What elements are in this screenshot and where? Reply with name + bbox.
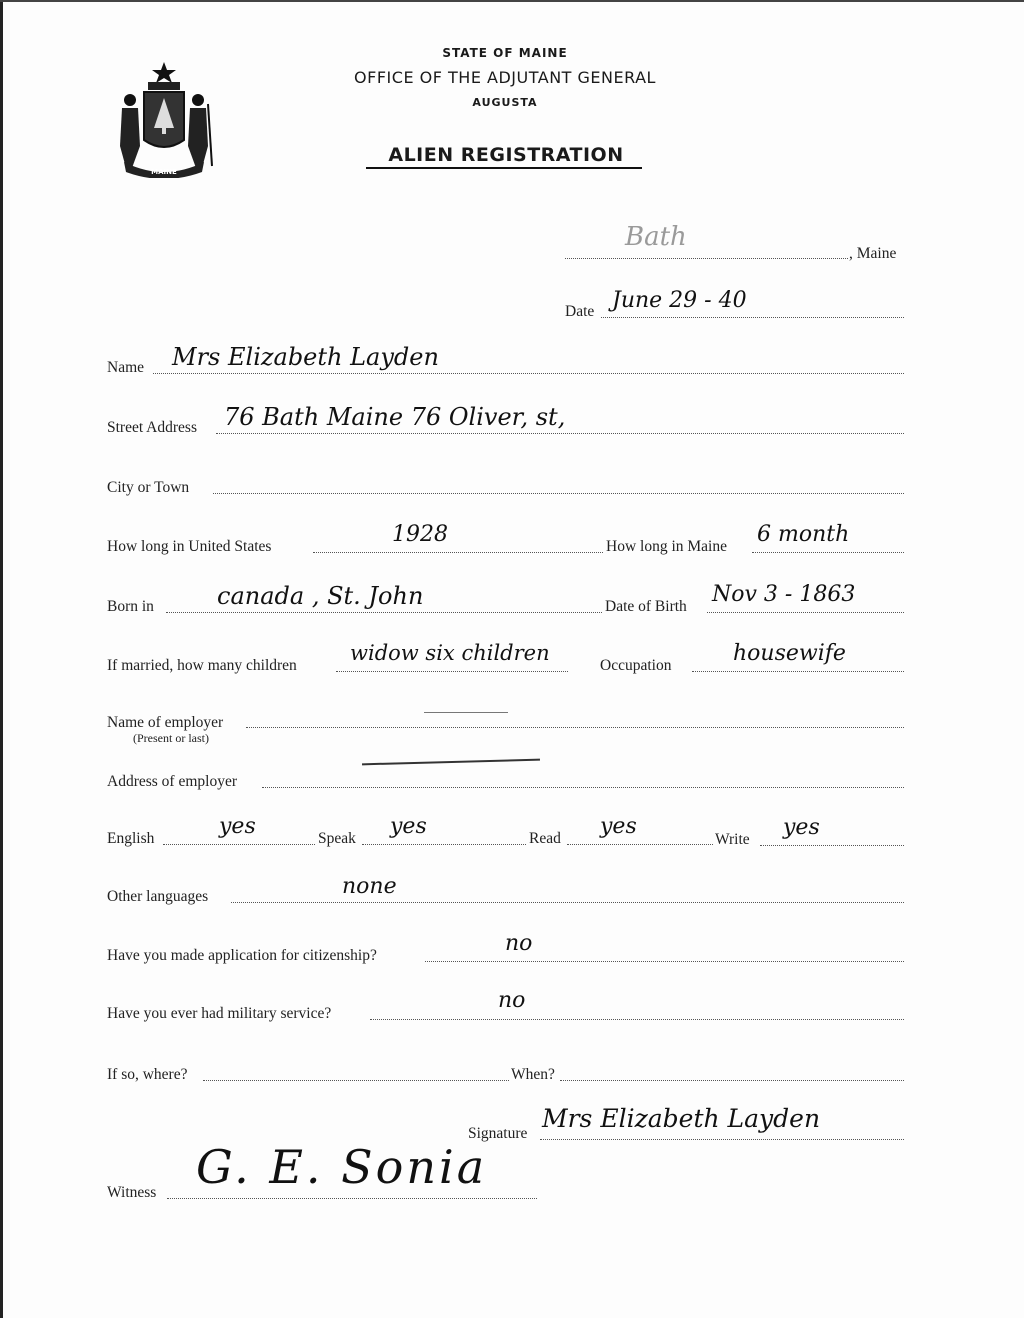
employer-label: Name of employer [107, 714, 224, 731]
employer-address-label: Address of employer [107, 773, 237, 790]
born-in-entry: canada , St. John [217, 582, 424, 610]
citizenship-label: Have you made application for citizenship? [107, 947, 377, 964]
write-entry: yes [783, 815, 820, 840]
city-label: City or Town [107, 479, 190, 496]
english-entry: yes [219, 814, 256, 839]
date-of-birth-label: Date of Birth [605, 598, 687, 615]
occupation-label: Occupation [600, 657, 672, 674]
read-line [567, 844, 713, 845]
write-line [760, 845, 904, 846]
witness-label: Witness [107, 1184, 157, 1201]
signature-line [540, 1139, 904, 1140]
other-languages-entry: none [342, 874, 397, 899]
employer-line [246, 727, 904, 728]
children-entry: widow six children [350, 641, 550, 665]
if-so-where-label: If so, where? [107, 1066, 188, 1083]
occupation-line [692, 671, 904, 672]
page-left-edge [0, 0, 3, 1318]
speak-label: Speak [318, 830, 356, 847]
citizenship-line [425, 961, 904, 962]
when-label: When? [511, 1066, 555, 1083]
english-line [163, 844, 315, 845]
how-long-us-line [313, 552, 603, 553]
maine-suffix-label: , Maine [849, 245, 897, 262]
citizenship-entry: no [505, 931, 533, 956]
how-long-maine-line [752, 552, 904, 553]
date-of-birth-line [707, 612, 904, 613]
employer-address-dash [362, 759, 540, 766]
read-entry: yes [600, 814, 637, 839]
city-line [213, 493, 904, 494]
employer-dash [424, 712, 508, 713]
military-entry: no [498, 988, 526, 1013]
english-label: English [107, 830, 155, 847]
witness-line [167, 1198, 537, 1199]
military-label: Have you ever had military service? [107, 1005, 332, 1022]
read-label: Read [529, 830, 561, 847]
signature-entry: Mrs Elizabeth Layden [542, 1104, 821, 1133]
title-underline [366, 167, 642, 169]
street-line [216, 433, 904, 434]
when-line [560, 1080, 904, 1081]
children-label: If married, how many children [107, 657, 297, 674]
street-entry: 76 Bath Maine 76 Oliver, st, [224, 403, 566, 431]
street-label: Street Address [107, 419, 197, 436]
occupation-entry: housewife [733, 641, 846, 666]
date-label: Date [565, 303, 595, 320]
signature-label: Signature [468, 1125, 528, 1142]
town-line [565, 258, 848, 259]
write-label: Write [715, 831, 750, 848]
name-entry: Mrs Elizabeth Layden [172, 343, 439, 371]
speak-entry: yes [390, 814, 427, 839]
how-long-us-label: How long in United States [107, 538, 272, 555]
date-entry: June 29 - 40 [612, 288, 747, 313]
born-in-label: Born in [107, 598, 154, 615]
how-long-maine-entry: 6 month [757, 522, 850, 547]
employer-sublabel: (Present or last) [133, 731, 209, 745]
header-state: STATE OF MAINE [442, 46, 568, 60]
seal-label: MAINE [151, 168, 177, 176]
name-line [153, 373, 904, 374]
page-top-edge [0, 0, 1024, 2]
speak-line [362, 844, 526, 845]
employer-address-line [262, 787, 904, 788]
form-title: ALIEN REGISTRATION [388, 144, 624, 166]
if-so-where-line [203, 1080, 509, 1081]
how-long-us-entry: 1928 [392, 522, 448, 547]
born-in-line [166, 612, 602, 613]
date-line [601, 317, 904, 318]
town-entry: Bath [625, 222, 687, 252]
name-label: Name [107, 359, 145, 376]
header-office: OFFICE OF THE ADJUTANT GENERAL [354, 68, 656, 87]
other-languages-label: Other languages [107, 888, 209, 905]
date-of-birth-entry: Nov 3 - 1863 [712, 582, 856, 607]
header-city: AUGUSTA [472, 96, 538, 109]
children-line [336, 671, 568, 672]
witness-entry: G. E. Sonia [196, 1140, 488, 1194]
how-long-maine-label: How long in Maine [606, 538, 727, 555]
other-languages-line [231, 902, 904, 903]
military-line [370, 1019, 904, 1020]
